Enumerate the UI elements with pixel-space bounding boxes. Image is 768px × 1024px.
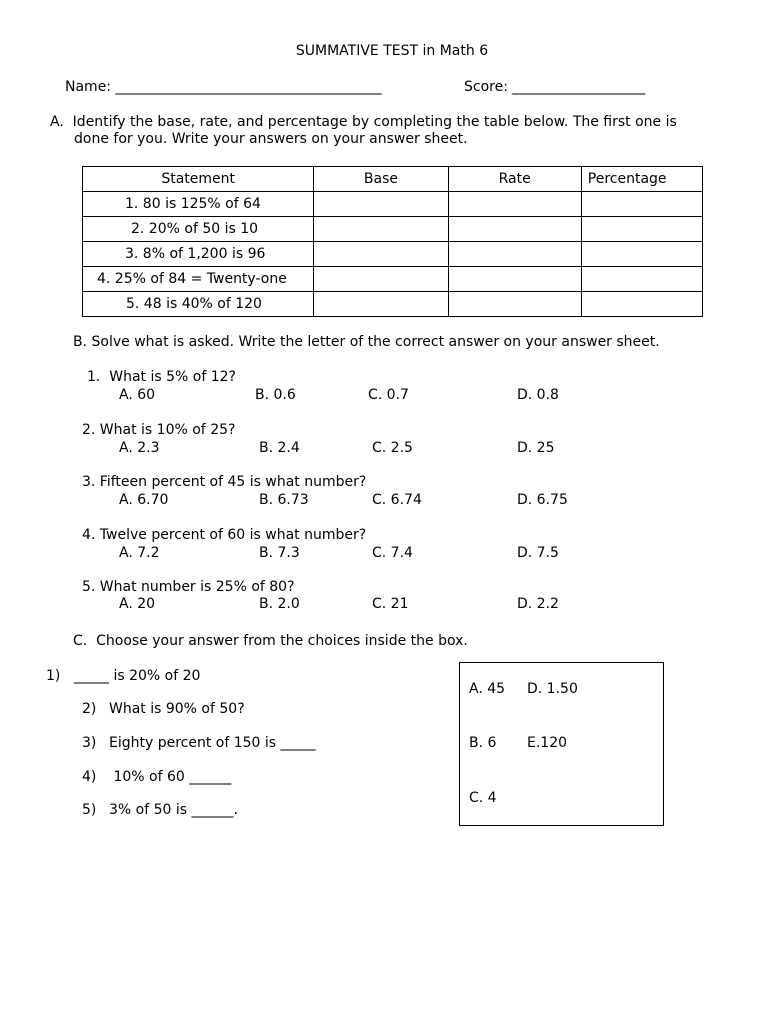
table-row — [83, 192, 703, 217]
rate-cell — [448, 292, 581, 317]
item-text: _____ is 20% of 20 — [74, 668, 201, 684]
base-cell — [314, 217, 448, 242]
question-text: 4. Twelve percent of 60 is what number? — [82, 527, 367, 543]
choice-a: A. 7.2 — [119, 545, 160, 561]
rate-cell — [448, 192, 581, 217]
box-choice: E.120 — [527, 735, 568, 751]
choice-d: D. 0.8 — [517, 387, 559, 403]
item-text: What is 90% of 50? — [109, 701, 245, 717]
question-text: 2. What is 10% of 25? — [82, 422, 236, 438]
percentage-cell — [581, 292, 702, 317]
choice-a: A. 2.3 — [119, 440, 160, 456]
column-header-percentage: Percentage — [581, 167, 702, 192]
item-number: 1) — [46, 668, 61, 684]
choice-d: D. 6.75 — [517, 492, 568, 508]
percentage-cell — [581, 242, 702, 267]
item-text: 3% of 50 is ______. — [109, 802, 238, 818]
rate-cell — [448, 242, 581, 267]
base-cell — [314, 242, 448, 267]
rate-cell — [448, 217, 581, 242]
choice-a: A. 20 — [119, 596, 156, 612]
box-choice: C. 4 — [469, 790, 497, 806]
box-choice: D. 1.50 — [527, 681, 578, 697]
column-header-base: Base — [314, 167, 448, 192]
box-choice: B. 6 — [469, 735, 497, 751]
table-row — [83, 267, 703, 292]
choice-b: B. 0.6 — [255, 387, 296, 403]
item-number: 2) — [82, 701, 97, 717]
statement-cell: 5. 48 is 40% of 120 — [83, 292, 314, 317]
statement-cell: 4. 25% of 84 = Twenty-one — [83, 267, 314, 292]
column-header-statement: Statement — [83, 167, 314, 192]
base-cell — [314, 292, 448, 317]
choice-d: D. 25 — [517, 440, 555, 456]
item-text: 10% of 60 ______ — [109, 769, 232, 785]
choice-b: B. 6.73 — [259, 492, 309, 508]
section-a-instruction-line1: A. Identify the base, rate, and percentage by completing the table below. The first one is — [50, 114, 677, 130]
choice-b: B. 7.3 — [259, 545, 300, 561]
choice-c: C. 2.5 — [372, 440, 413, 456]
choice-c: C. 6.74 — [372, 492, 422, 508]
base-cell — [314, 267, 448, 292]
choice-d: D. 7.5 — [517, 545, 559, 561]
table-header-row — [83, 167, 703, 192]
table-row — [83, 292, 703, 317]
percentage-cell — [581, 267, 702, 292]
choice-a: A. 60 — [119, 387, 156, 403]
section-b-instruction: B. Solve what is asked. Write the letter of the correct answer on your answer sheet. — [73, 334, 660, 350]
rate-cell — [448, 267, 581, 292]
question-text: 3. Fifteen percent of 45 is what number? — [82, 474, 367, 490]
item-text: Eighty percent of 150 is _____ — [109, 735, 316, 751]
item-number: 3) — [82, 735, 97, 751]
column-header-rate: Rate — [448, 167, 581, 192]
statement-cell: 3. 8% of 1,200 is 96 — [83, 242, 314, 267]
percentage-cell — [581, 217, 702, 242]
name-field-label: Name: ______________________________________ — [65, 79, 382, 95]
section-c-instruction: C. Choose your answer from the choices inside the box. — [73, 633, 468, 649]
statement-cell: 1. 80 is 125% of 64 — [83, 192, 314, 217]
table-row — [83, 217, 703, 242]
question-text: 5. What number is 25% of 80? — [82, 579, 295, 595]
question-text: 1. What is 5% of 12? — [87, 369, 236, 385]
percentage-cell — [581, 192, 702, 217]
score-field-label: Score: ___________________ — [464, 79, 646, 95]
statement-cell: 2. 20% of 50 is 10 — [83, 217, 314, 242]
section-a-instruction-line2: done for you. Write your answers on your answer sheet. — [74, 131, 468, 147]
choice-b: B. 2.0 — [259, 596, 300, 612]
choice-c: C. 21 — [372, 596, 409, 612]
choice-c: C. 7.4 — [372, 545, 413, 561]
box-choice: A. 45 — [469, 681, 506, 697]
page-title: SUMMATIVE TEST in Math 6 — [295, 43, 489, 59]
item-number: 5) — [82, 802, 97, 818]
base-cell — [314, 192, 448, 217]
choice-a: A. 6.70 — [119, 492, 169, 508]
choice-d: D. 2.2 — [517, 596, 559, 612]
item-number: 4) — [82, 769, 97, 785]
base-rate-percentage-table — [82, 166, 703, 317]
table-row — [83, 242, 703, 267]
choice-c: C. 0.7 — [368, 387, 409, 403]
choice-b: B. 2.4 — [259, 440, 300, 456]
